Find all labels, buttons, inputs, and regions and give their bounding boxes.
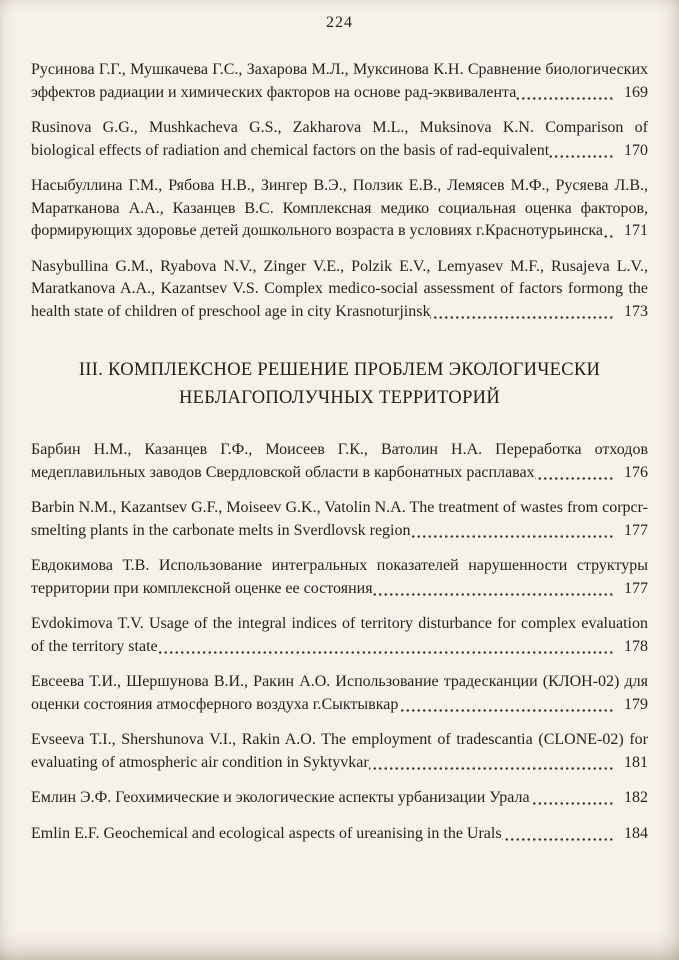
toc-entry-page-number: 169 xyxy=(615,82,648,105)
toc-entry-text: Rusinova G.G., Mushkacheva G.S., Zakharova M.L., Muksinova K.N. Comparison of biological effects of radiation and chemical factors on the basis of rad-equivalent xyxy=(31,119,648,159)
page-number-header: 224 xyxy=(326,14,353,31)
toc-entry xyxy=(31,613,648,658)
toc-entry-page-number: 181 xyxy=(615,752,648,775)
toc-entry-page-number: 177 xyxy=(615,520,648,543)
toc-entry xyxy=(31,497,648,542)
section-heading: III. КОМПЛЕКСНОЕ РЕШЕНИЕ ПРОБЛЕМ ЭКОЛОГИЧЕСКИ НЕБЛАГОПОЛУЧНЫХ ТЕРРИТОРИЙ xyxy=(78,360,601,408)
toc-entry-text: Насыбуллина Г.М., Рябова Н.В., Зингер В.Э., Ползик Е.В., Лемясев М.Ф., Русяева Л.В., Маратканова А.А., Казанцев В.С. Комплексная медико социальная оценка факторов, формирующих здоровье детей дошкольного возраста в условиях г.Краснотурьинска xyxy=(31,177,648,239)
toc-entry-page-number: 177 xyxy=(615,578,648,601)
toc-entry xyxy=(31,729,648,774)
toc-entry xyxy=(31,787,648,810)
table-of-contents xyxy=(31,59,648,845)
toc-entry-text: Евсеева Т.И., Шершунова В.И., Ракин А.О. Использование традесканции (КЛОН-02) для оценки состояния атмосферного воздуха г.Сыктывкар xyxy=(31,673,648,713)
toc-entry-text: Nasybullina G.M., Ryabova N.V., Zinger V.E., Polzik E.V., Lemyasev M.F., Rusajeva L.V., Maratkanova A.A., Kazantsev V.S. Complex medico-social assessment of factors formong the health state of children of preschool age in city Krasnoturjinsk xyxy=(31,257,648,320)
toc-entry-text: Емлин Э.Ф. Геохимические и экологические аспекты урбанизации Урала xyxy=(31,789,530,806)
toc-entry xyxy=(31,439,648,484)
toc-entry-page-number: 170 xyxy=(615,140,648,163)
toc-entry-text: Evseeva T.I., Shershunova V.I., Rakin A.O. The employment of tradescantia (CLONE-02) for evaluating of atmospheric air condition in Syktyvkar xyxy=(31,731,648,771)
toc-entry-text: Evdokimova T.V. Usage of the integral indices of territory disturbance for complex evaluation of the territory state xyxy=(31,615,648,655)
toc-entry xyxy=(31,175,648,243)
toc-entry-page-number: 173 xyxy=(615,301,648,324)
toc-entry-page-number: 184 xyxy=(615,823,648,846)
toc-entry-text: Barbin N.M., Kazantsev G.F., Moiseev G.K., Vatolin N.A. The treatment of wastes from corpcr-smelting plants in the carbonate melts in Sverdlovsk region xyxy=(31,499,648,539)
toc-entry-text: Русинова Г.Г., Мушкачева Г.С., Захарова М.Л., Муксинова К.Н. Сравнение биологических эффектов радиации и химических факторов на основе рад-эквивалента xyxy=(31,61,648,101)
toc-entry xyxy=(31,823,648,846)
toc-entry xyxy=(31,117,648,162)
toc-entry-text: Евдокимова Т.В. Использование интегральных показателей нарушенности структуры территории при комплексной оценке ее состояния xyxy=(31,557,648,597)
toc-entry xyxy=(31,256,648,324)
toc-entry-text: Emlin E.F. Geochemical and ecological aspects of ureanising in the Urals xyxy=(31,824,502,842)
toc-entry-text: Барбин Н.М., Казанцев Г.Ф., Моисеев Г.К., Ватолин Н.А. Переработка отходов медеплавильных заводов Свердловской области в карбонатных расплавах xyxy=(31,441,648,481)
toc-entry-page-number: 179 xyxy=(615,694,648,717)
toc-entry xyxy=(31,555,648,600)
toc-entry-page-number: 176 xyxy=(615,462,648,485)
toc-entry xyxy=(31,59,648,104)
toc-entry-page-number: 178 xyxy=(615,636,648,659)
toc-entry-page-number: 171 xyxy=(615,220,648,243)
toc-entry xyxy=(31,671,648,716)
toc-entry-page-number: 182 xyxy=(615,787,648,810)
